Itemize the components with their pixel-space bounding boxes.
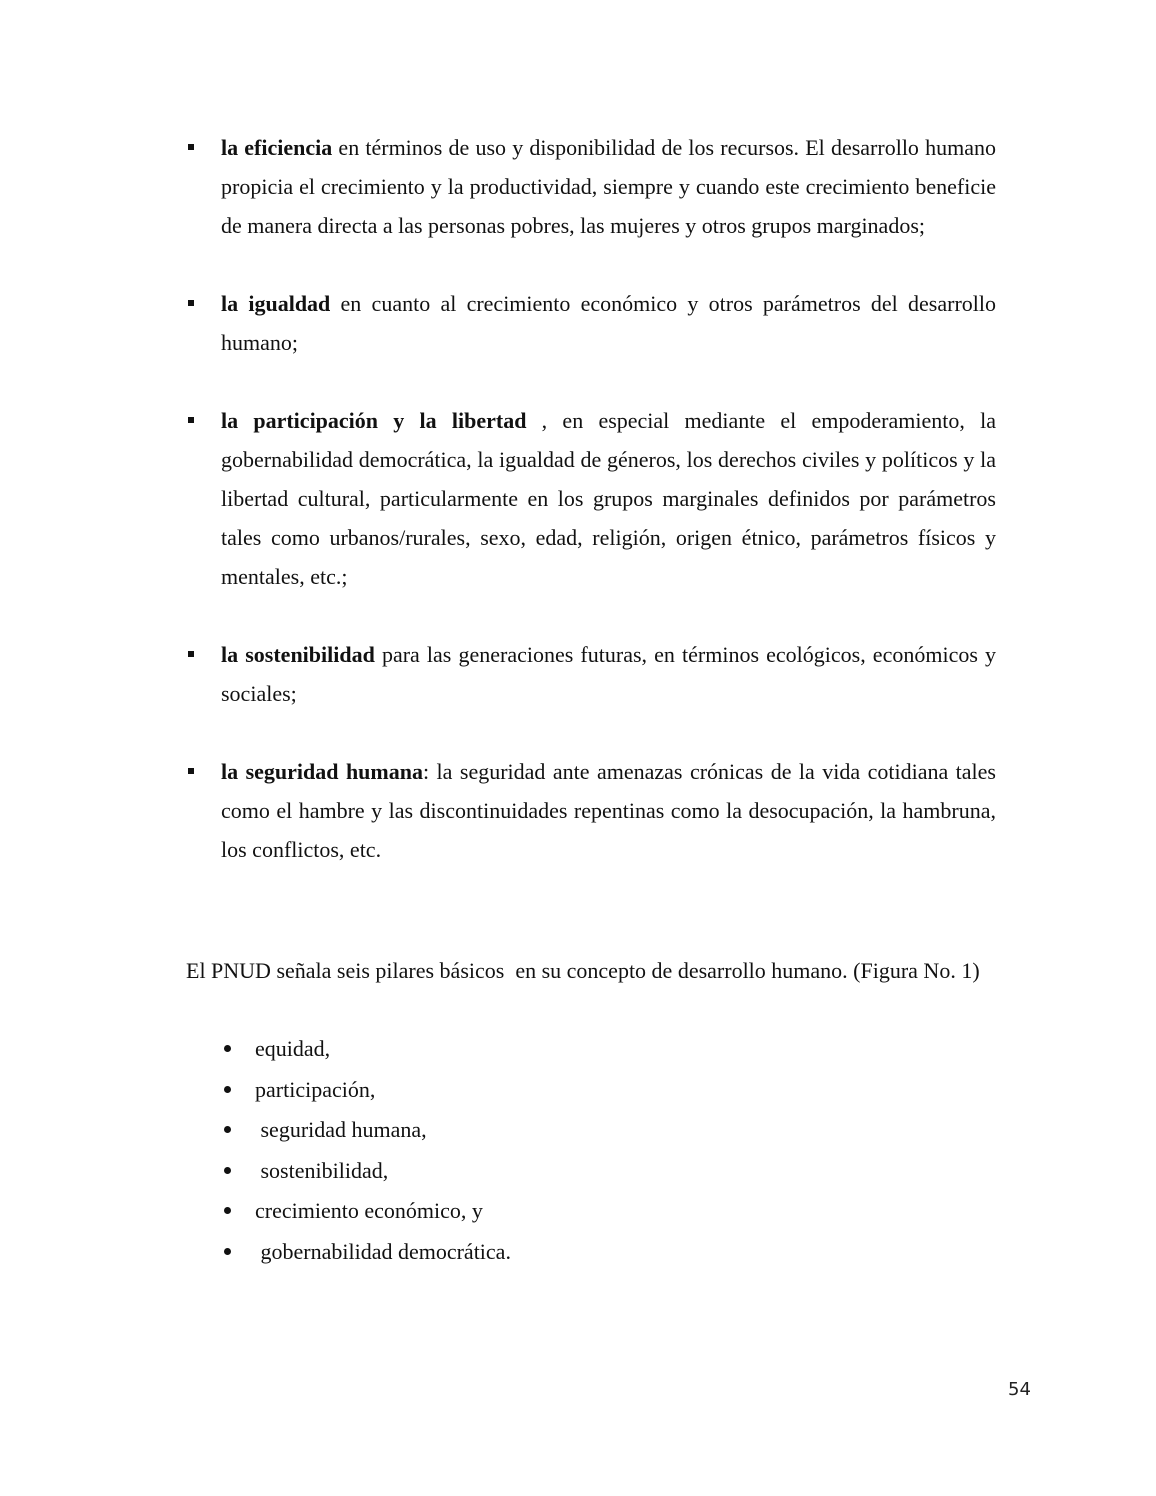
list-item	[186, 284, 996, 362]
pillars-list	[220, 1029, 511, 1273]
pillar-label: seguridad humana,	[255, 1117, 427, 1143]
pillar-label: sostenibilidad,	[255, 1157, 389, 1183]
round-bullet-icon	[224, 1086, 231, 1093]
pillar-label: gobernabilidad democrática.	[255, 1238, 511, 1264]
list-item	[220, 1029, 331, 1070]
list-item	[220, 1232, 511, 1273]
round-bullet-icon	[224, 1167, 231, 1174]
list-item	[220, 1070, 376, 1111]
square-bullet-icon	[188, 300, 194, 306]
principles-list	[186, 128, 996, 908]
pillar-label: crecimiento económico, y	[255, 1198, 483, 1224]
pillar-label: equidad,	[255, 1036, 331, 1061]
square-bullet-icon	[188, 651, 194, 657]
item-text: en cuanto al crecimiento económico y otros parámetros del desarrollo humano;	[221, 291, 996, 355]
round-bullet-icon	[224, 1045, 231, 1052]
square-bullet-icon	[188, 768, 194, 774]
item-term: la seguridad humana	[221, 759, 423, 784]
pillar-label: participación,	[255, 1076, 376, 1102]
list-item	[186, 128, 996, 245]
list-item	[220, 1151, 389, 1192]
item-term: la igualdad	[221, 291, 331, 316]
intro-paragraph: El PNUD señala seis pilares básicos en su concepto de desarrollo humano. (Figura No. 1)	[186, 958, 980, 983]
round-bullet-icon	[224, 1126, 231, 1133]
item-text: en términos de uso y disponibilidad de los recursos. El desarrollo humano propicia el crecimiento y la productividad, siempre y cuando este crecimiento beneficie de manera directa a las personas pobres, las mujeres y otros grupos marginados;	[221, 135, 996, 238]
page-number: 54	[1008, 1379, 1031, 1400]
square-bullet-icon	[188, 417, 194, 423]
item-text: , en especial mediante el empoderamiento, la gobernabilidad democrática, la igualdad de géneros, los derechos civiles y políticos y la libertad cultural, particularmente en los grupos marginales definidos por parámetros tales como urbanos/rurales, sexo, edad, religión, origen étnico, parámetros físicos y mentales, etc.;	[221, 408, 996, 589]
list-item	[186, 635, 996, 713]
item-text: para las generaciones futuras, en términos ecológicos, económicos y sociales;	[221, 642, 997, 706]
list-item	[186, 401, 996, 596]
list-item	[220, 1110, 427, 1151]
item-term: la participación y la libertad	[221, 408, 527, 433]
list-item	[186, 752, 996, 869]
list-item	[220, 1191, 483, 1232]
round-bullet-icon	[224, 1248, 231, 1255]
round-bullet-icon	[224, 1207, 231, 1214]
square-bullet-icon	[188, 144, 194, 150]
item-text: : la seguridad ante amenazas crónicas de la vida cotidiana tales como el hambre y las discontinuidades repentinas como la desocupación, la hambruna, los conflictos, etc.	[221, 759, 996, 862]
item-term: la eficiencia	[221, 135, 333, 160]
item-term: la sostenibilidad	[221, 642, 375, 667]
